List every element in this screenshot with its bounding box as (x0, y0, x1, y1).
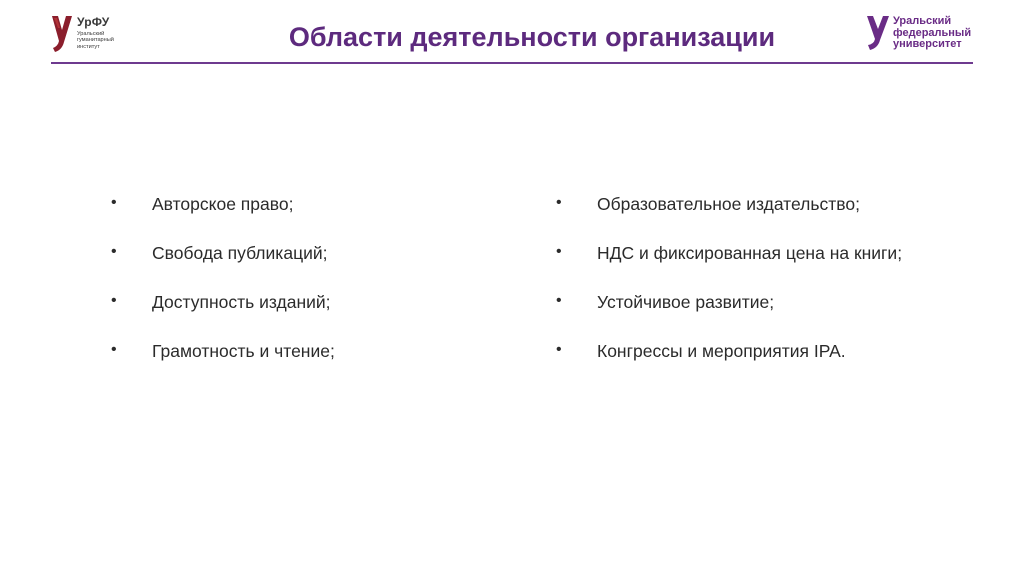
logo-left-sub-line: институт (77, 43, 100, 50)
logo-left-brand: УрФУ (77, 15, 110, 29)
logo-left-sub-line: Уральский (77, 31, 105, 37)
bullet-icon: • (556, 194, 562, 211)
bullet-icon: • (111, 292, 117, 309)
list-item-text: НДС и фиксированная цена на книги; (597, 243, 903, 263)
list-item-text: Авторское право; (152, 194, 294, 214)
logo-right-text (893, 16, 971, 51)
urfu-y-mark-icon (866, 14, 890, 52)
title-divider (51, 62, 973, 64)
bullet-icon: • (111, 341, 117, 358)
bullet-icon: • (111, 243, 117, 260)
bullet-icon: • (556, 341, 562, 358)
page-title: Области деятельности организации (288, 22, 776, 52)
list-item-text: Конгрессы и мероприятия IPA. (597, 341, 846, 361)
logo-right-line: университет (893, 38, 962, 50)
list-item-text: Грамотность и чтение; (152, 341, 335, 361)
list-item-text: Образовательное издательство; (597, 194, 860, 214)
list-item-text: Устойчивое развитие; (597, 292, 775, 312)
bullet-icon: • (556, 243, 562, 260)
list-item-text: Свобода публикаций; (152, 243, 328, 263)
bullet-icon: • (556, 292, 562, 309)
urfu-logo (866, 14, 976, 54)
list-item-text: Доступность изданий; (152, 292, 331, 312)
logo-right-line: Уральский (893, 15, 952, 27)
logo-right-line: федеральный (893, 26, 972, 39)
logo-left-sub-line: гуманитарный (77, 37, 114, 44)
bullet-icon: • (111, 194, 117, 211)
